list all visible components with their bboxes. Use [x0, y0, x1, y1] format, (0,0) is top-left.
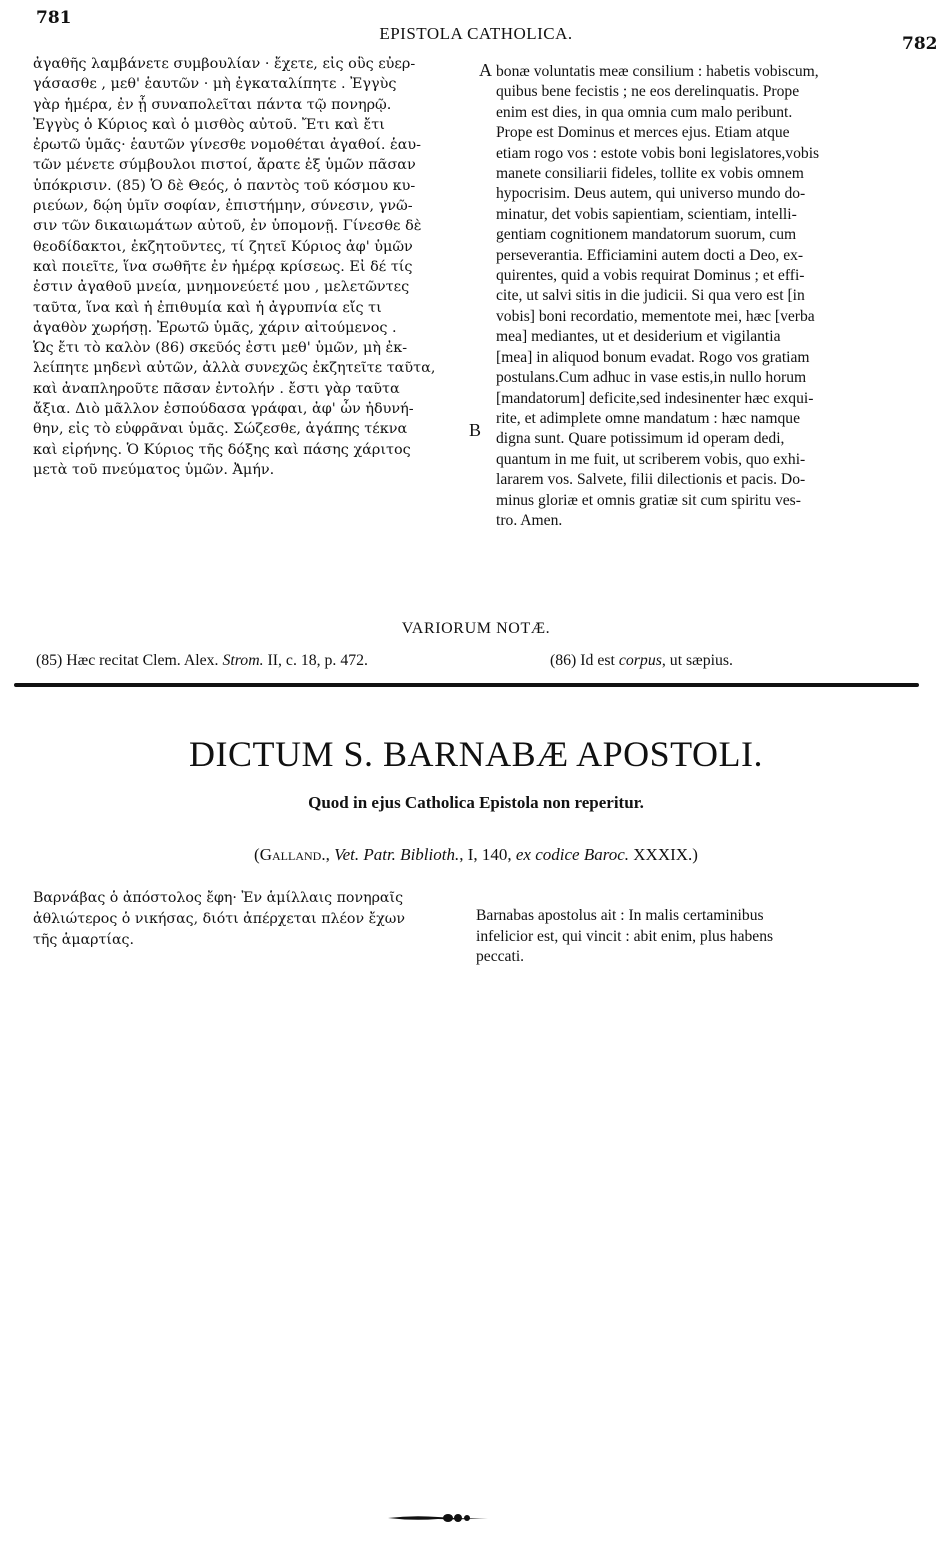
greek-line: ἐστιν ἀγαθοῦ μνεία, μνημονεύετέ μου , μελετῶντες: [33, 279, 410, 296]
latin-line: quirentes, quid a vobis requirat Dominus ; et effi-: [496, 267, 805, 285]
greek-line: ἀθλιώτερος ὁ νικήσας, διότι ἀπέρχεται πλέον ἔχων: [33, 911, 405, 927]
latin-text-column: [496, 62, 939, 531]
greek-line: ἐρωτῶ ὑμᾶς· ἑαυτῶν γίνεσθε νομοθέται ἀγαθοί. ἑαυ-: [33, 137, 422, 154]
footnote-86-term: corpus: [618, 652, 662, 669]
latin-line: infelicior est, qui vincit : abit enim, plus habens: [476, 927, 774, 945]
greek-line: ὑπόκρισιν. (85) Ὁ δὲ Θεός, ὁ παντὸς τοῦ κόσμου κυ-: [33, 177, 416, 194]
page-number-right: 782: [902, 34, 938, 54]
running-title: EPISTOLA CATHOLICA.: [379, 24, 573, 43]
latin-line: [mandatorum] deficite,sed indesinenter hæc exqui-: [496, 389, 814, 407]
greek-line: τῆς ἁμαρτίας.: [33, 932, 134, 948]
greek-text-column: [33, 54, 471, 480]
greek-line: θην, εἰς τὸ εὐφρᾶναι ὑμᾶς. Σώζεσθε, ἀγάπης τέκνα: [33, 421, 408, 438]
latin-line: postulans.Cum adhuc in vase estis,in nullo horum: [496, 369, 807, 387]
margin-marker-b: B: [469, 420, 482, 440]
footnote-85-text: (85) Hæc recitat Clem. Alex.: [36, 652, 223, 669]
source-work: Vet. Patr. Biblioth.: [334, 845, 460, 864]
latin-saying: [476, 906, 916, 968]
latin-line: cite, ut salvi sitis in die judicii. Si qua vero est [in: [496, 287, 805, 305]
latin-line: minatur, det vobis sapientiam, scientiam, intelli-: [496, 205, 797, 223]
latin-line: Prope est Dominus et merces ejus. Etiam atque: [496, 124, 790, 142]
latin-line: peccati.: [476, 948, 525, 965]
latin-line: digna sunt. Quare potissimum id operam dedi,: [496, 430, 785, 448]
source-codex: ex codice Baroc.: [515, 845, 630, 864]
footnote-85-work: Strom.: [222, 652, 264, 669]
section-subtitle: Quod in ejus Catholica Epistola non reperitur.: [308, 793, 644, 812]
footnote-86-rest: , ut sæpius.: [661, 652, 733, 669]
section-title: DICTUM S. BARNABÆ APOSTOLI.: [189, 734, 763, 774]
latin-line: manete consiliarii fideles, tollite ex vobis omnem: [496, 165, 804, 183]
greek-line: ἀγαθὸν χωρήσῃ. Ἐρωτῶ ὑμᾶς, χάριν αἰτούμενος .: [33, 319, 397, 336]
greek-line: Ἐγγὺς ὁ Κύριος καὶ ὁ μισθὸς αὐτοῦ. Ἔτι καὶ ἔτι: [33, 116, 385, 133]
source-ref: , I, 140,: [459, 845, 516, 864]
greek-line: ἀγαθῆς λαμβάνετε συμβουλίαν · ἔχετε, εἰς οὓς εὐερ-: [33, 56, 416, 72]
source-author: Galland.: [259, 845, 326, 864]
latin-line: tro. Amen.: [496, 511, 563, 529]
latin-line: etiam rogo vos : estote vobis boni legislatores,vobis: [496, 144, 820, 162]
greek-line: καὶ εἰρήνης. Ὁ Κύριος τῆς δόξης καὶ πάσης χάριτος: [33, 441, 411, 458]
section-divider: [14, 683, 919, 687]
footnote-85: [36, 652, 368, 670]
latin-line: minus gloriæ et omnis gratiæ sit cum spiritu ves-: [496, 491, 801, 509]
source-open: (: [254, 845, 260, 864]
source-sep: ,: [325, 845, 335, 864]
greek-line: ταῦτα, ἵνα καὶ ἡ ἐπιθυμία καὶ ἡ ἀγρυπνία εἴς τι: [33, 299, 382, 316]
notes-heading: VARIORUM NOTÆ.: [401, 620, 551, 637]
latin-line: gentiam cognitionem mandatorum suorum, cum: [496, 226, 797, 244]
latin-line: [mea] in aliquod bonum evadat. Rogo vos gratiam: [496, 348, 810, 366]
latin-line: enim est dies, in qua omnia cum malo peribunt.: [496, 103, 793, 121]
greek-line: ριεύων, δῴη ὑμῖν σοφίαν, ἐπιστήμην, σύνεσιν, γνῶ-: [33, 198, 413, 215]
greek-saying: [33, 888, 453, 951]
footnote-85-ref: II, c. 18, p. 472.: [263, 652, 368, 669]
greek-line: τῶν μένετε σύμβουλοι πιστοί, ἄρατε ἐξ ὑμῶν πᾶσαν: [33, 157, 416, 174]
footnote-86: [550, 652, 733, 670]
source-close: XXXIX.): [629, 845, 698, 864]
latin-line: bonæ voluntatis meæ consilium : habetis vobiscum,: [496, 63, 819, 80]
latin-line: Barnabas apostolus ait : In malis certaminibus: [476, 907, 764, 924]
greek-line: καὶ ἀναπληροῦτε πᾶσαν ἐντολήν . ἔστι γὰρ ταῦτα: [33, 380, 400, 397]
latin-line: rite, et adimplete omne mandatum : hæc namque: [496, 409, 800, 427]
latin-line: hypocrisim. Deus autem, qui universo mundo do-: [496, 185, 806, 203]
greek-line: λείπητε μηδενὶ αὐτῶν, ἀλλὰ συνεχῶς ἐκζητεῖτε ταῦτα,: [33, 360, 436, 377]
greek-line: σιν τῶν δικαιωμάτων αὐτοῦ, ἐν ὑπομονῇ. Γίνεσθε δὲ: [33, 218, 422, 235]
end-ornament: [388, 1512, 488, 1524]
section-source: [0, 845, 952, 865]
greek-line: Ὡς ἔτι τὸ καλὸν (86) σκεῦός ἐστι μεθ' ὑμῶν, μὴ ἐκ-: [33, 340, 408, 357]
greek-line: θεοδίδακτοι, ἐκζητοῦντες, τί ζητεῖ Κύριος ἀφ' ὑμῶν: [33, 238, 413, 255]
greek-line: Βαρνάβας ὁ ἀπόστολος ἔφη· Ἐν ἁμίλλαις πονηραῖς: [33, 890, 404, 906]
latin-line: quibus bene fecistis ; ne eos derelinquatis. Prope: [496, 83, 800, 101]
latin-line: perseverantia. Efficiamini autem docti a Deo, ex-: [496, 246, 804, 264]
latin-line: mea] mediantes, ut et desiderium et vigilantia: [496, 328, 781, 346]
greek-line: γάσασθε , μεθ' ἑαυτῶν · μὴ ἐγκαταλίπητε . Ἐγγὺς: [33, 76, 397, 93]
margin-marker-a: A: [479, 60, 492, 80]
footnote-86-text: (86) Id est: [550, 652, 619, 669]
page-number-left: 781: [36, 8, 72, 28]
greek-line: γὰρ ἡμέρα, ἐν ᾗ συναπολεῖται πάντα τῷ πονηρῷ.: [33, 96, 392, 113]
latin-line: lararem vos. Salvete, filii dilectionis et pacis. Do-: [496, 471, 806, 489]
greek-line: καὶ ποιεῖτε, ἵνα σωθῆτε ἐν ἡμέρᾳ κρίσεως. Εἰ δέ τίς: [33, 258, 413, 275]
latin-line: quantum in me fuit, ut scriberem vobis, quo exhi-: [496, 450, 806, 468]
greek-line: μετὰ τοῦ πνεύματος ὑμῶν. Ἀμήν.: [33, 461, 275, 478]
greek-line: ἄξια. Διὸ μᾶλλον ἐσπούδασα γράφαι, ἀφ' ὧν ἠδυνή-: [33, 401, 414, 418]
latin-line: vobis] boni recordatio, mementote mei, hæc [verba: [496, 307, 815, 325]
